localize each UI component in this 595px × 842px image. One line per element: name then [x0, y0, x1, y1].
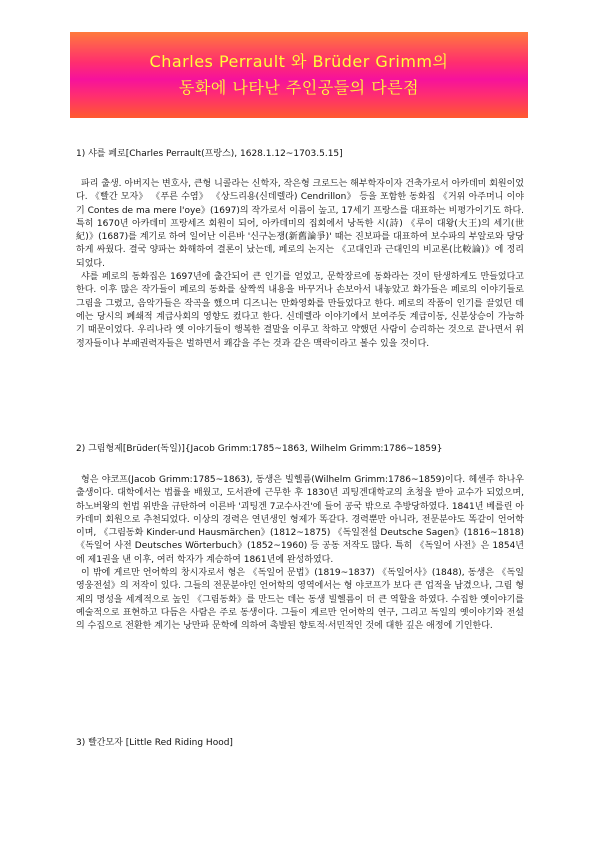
section-heading: 3) 빨간모자 [Little Red Riding Hood]	[76, 738, 233, 748]
section-1-heading-block	[76, 148, 524, 161]
section-3-heading-block	[76, 737, 524, 750]
title-banner	[70, 32, 528, 118]
paragraph: 샤를 페로의 동화집은 1697년에 출간되어 큰 인기를 얻었고, 문학장르에 동화라는 것이 탄생하게도 만들었다고 한다. 이후 많은 작가들이 페로의 동화를 살짝씩 내용을 바꾸거나 손보아서 내놓았고 화가들은 페로의 이야기들로 그림을 그렸고, 음악가들은 작곡을 했으며 디즈니는 만화영화를 만들었다고 한다. 페로의 작품이 인기를 끌었던 데에는 당시의 폐쇄적 계급사회의 영향도 컸다고 한다. 신데렐라 이야기에서 보여주듯 계급이동, 신분상승이 가능하기 때문이었다. 우리나라 옛 이야기들이 행복한 결말을 이루고 착하고 약했던 사람이 승리하는 것으로 끝나면서 위정자들이나 부패권력자들은 벌하면서 쾌감을 주는 것과 같은 맥락이라고 볼수 있을 것이다.	[76, 272, 524, 349]
section-1-body	[76, 178, 524, 351]
paragraph: 파리 출생. 아버지는 변호사, 큰형 니콜라는 신학자, 작은형 크로드는 해부학자이자 건축가로서 아카데미 회원이었다. 《빨간 모자》 《푸른 수염》 《상드리용(신데렐라) Cendrillon》 등을 포함한 동화집 《거위 아주머니 이야기 Contes de ma mere l'oye》(1697)의 작가로서 이름이 높고, 17세기 프랑스를 대표하는 비평가이기도 하다. 특히 1670년 아카데미 프랑세즈 회원이 되어, 아카데미의 집회에서 낭독한 시(詩) 《루이 대왕(大王)의 세기(世紀)》(1687)를 계기로 하여 일어난 이른바 '신구논쟁(新舊論爭)' 때는 진보파를 대표하여 보수파의 부알로와 당당하게 싸웠다. 결국 양파는 화해하여 결론이 났는데, 페로의 논지는 《고대인과 근대인의 비교론(比較論)》에 정리되었다.	[76, 179, 524, 269]
title-line-1: Charles Perrault 와 Brüder Grimm의	[149, 52, 449, 71]
section-heading: 1) 샤를 페로[Charles Perrault(프랑스), 1628.1.12~1703.5.15]	[76, 149, 343, 159]
title-line-2: 동화에 나타난 주인공들의 다른점	[178, 78, 420, 97]
paragraph: 이 밖에 게르만 언어학의 창시자로서 형은 《독일어 문법》(1819~1837) 《독일어사》(1848), 동생은 《독일 영웅전설》의 저작이 있다. 그들의 전문분야인 언어학의 영역에서는 형 야코프가 보다 큰 업적을 남겼으나, 그림 형제의 명성을 세계적으로 높인 《그림동화》를 만드는 데는 동생 빌헬름이 더 큰 역할을 하였다. 수집한 옛이야기를 예술적으로 표현하고 다듬은 사람은 주로 동생이다. 그들이 게르만 언어학의 연구, 그리고 독일의 옛이야기와 전설의 수집으로 전환한 계기는 낭만파 문학에 의하여 촉발된 향토적·서민적인 것에 대한 깊은 애정에 기인한다.	[76, 568, 524, 632]
section-heading: 2) 그림형제[Brüder(독일)]{Jacob Grimm:1785~1863, Wilhelm Grimm:1786~1859}	[76, 444, 443, 454]
section-2-heading-block	[76, 443, 524, 456]
section-2-body	[76, 474, 524, 634]
paragraph: 형은 야코프(Jacob Grimm:1785~1863), 동생은 빌헬름(Wilhelm Grimm:1786~1859)이다. 헤센주 하나우 출생이다. 대학에서는 법률을 배웠고, 도서관에 근무한 후 1830년 괴팅겐대학교의 초청을 받아 교수가 되었으며, 하노버왕의 헌법 위반을 규탄하여 이른바 '괴팅겐 7교수사건'에 들어 공국 밖으로 추방당하였다. 1841년 베를린 아카데미 회원으로 추천되었다. 이상의 경력은 연년생인 형제가 똑같다. 경력뿐만 아니라, 전문분야도 똑같이 언어학이며, 《그림동화 Kinder-und Hausmärchen》(1812~1875) 《독일전설 Deutsche Sagen》(1816~1818) 《독일어 사전 Deutsches Wörterbuch》(1852~1960) 등 공동 저작도 많다. 특히 《독일어 사전》은 1854년에 제1권을 낸 이후, 여러 학자가 계승하여 1861년에 완성하였다.	[76, 475, 524, 565]
